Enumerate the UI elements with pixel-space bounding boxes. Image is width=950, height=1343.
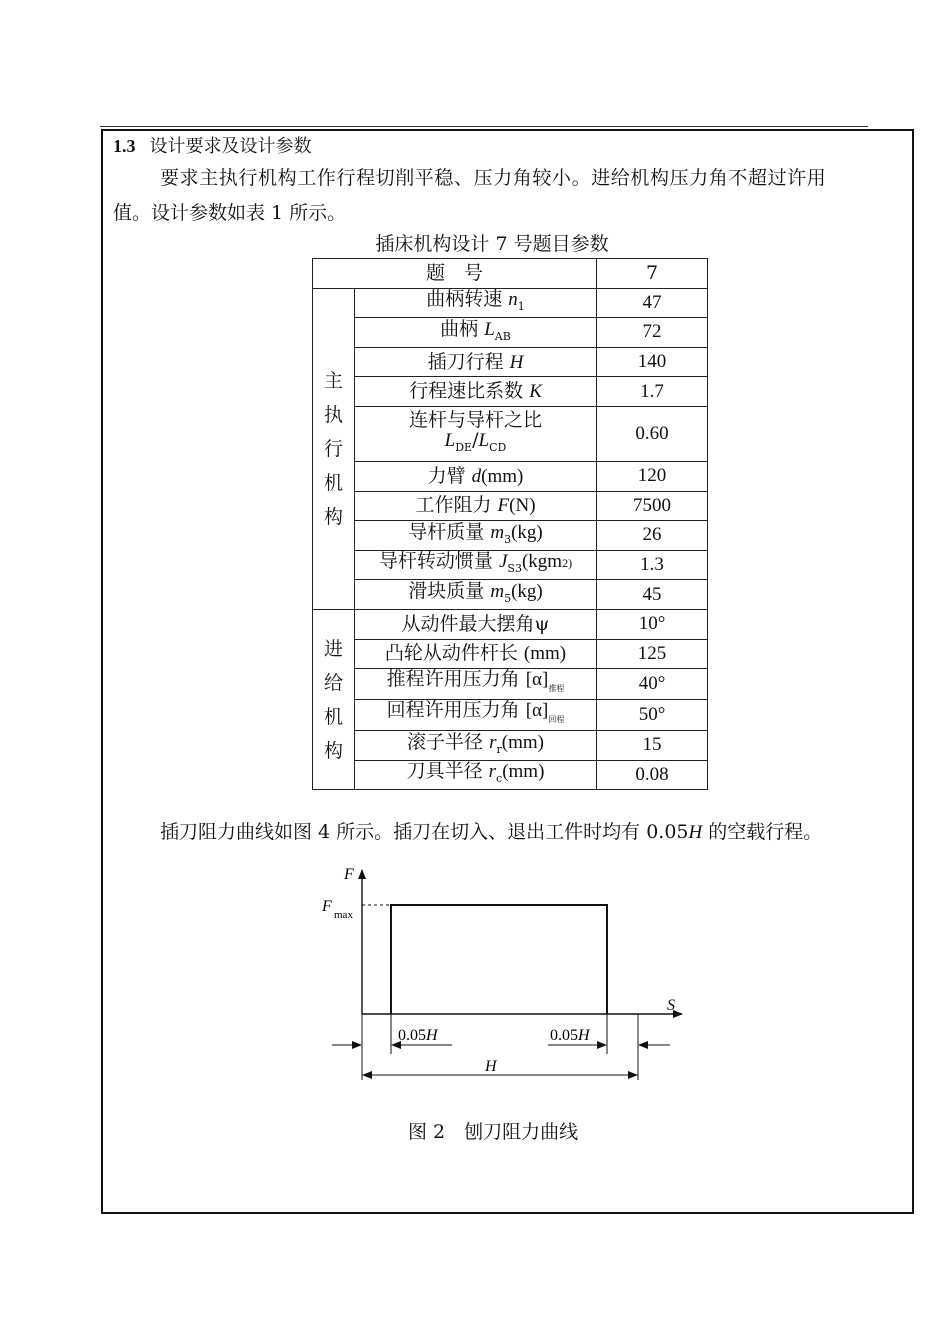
param-value: 40°	[597, 669, 708, 700]
header-name-cell: 题 号	[313, 259, 597, 289]
table-row	[313, 521, 708, 551]
table-header-row	[313, 259, 708, 289]
param-value: 1.3	[597, 550, 708, 580]
param-value: 0.60	[597, 406, 708, 461]
table-row	[313, 406, 708, 461]
group-feed-mechanism	[313, 609, 355, 789]
param-value: 0.08	[597, 760, 708, 790]
param-name: 凸轮从动件杆长 (mm)	[355, 639, 597, 669]
figure-intro-paragraph: 插刀阻力曲线如图 4 所示。插刀在切入、退出工件时均有 0.05H 的空载行程。	[160, 821, 823, 843]
param-value: 10°	[597, 609, 708, 639]
y-axis-label: F	[344, 866, 354, 883]
dim-label-right: 0.05H	[550, 1027, 590, 1044]
fmax-label: F	[322, 898, 332, 915]
param-name: 刀具半径 $r_c(mm)$	[355, 760, 597, 790]
group-feed-label: 进 给 机 构	[323, 637, 343, 762]
param-name: 行程速比系数 K	[355, 377, 597, 407]
param-value: 47	[597, 288, 708, 318]
dim-label-left: 0.05H	[398, 1027, 438, 1044]
param-name: 滑块质量 $m_5(kg)$	[355, 580, 597, 610]
paragraph-line-2: 值。设计参数如表 1 所示。	[113, 202, 347, 224]
param-name: 推程许用压力角 $[\alpha]_{推程}$	[355, 669, 597, 700]
table-row	[313, 288, 708, 318]
figure-caption: 图 2 刨刀阻力曲线	[408, 1121, 579, 1143]
param-value: 50°	[597, 700, 708, 731]
section-number: 1.3	[113, 136, 136, 156]
table-row	[313, 609, 708, 639]
param-value: 1.7	[597, 377, 708, 407]
param-name: 连杆与导杆之比 $L_{DE}/L_{CD}$	[355, 406, 597, 461]
param-name: 从动件最大摆角ψ	[355, 609, 597, 639]
param-name: 导杆质量 $m_3(kg)$	[355, 521, 597, 551]
section-title: 设计要求及设计参数	[149, 136, 312, 157]
resistance-curve	[391, 905, 607, 1014]
param-name: 回程许用压力角 $[\alpha]_{回程}$	[355, 700, 597, 731]
group-main-label: 主 执 行 机 构	[323, 369, 343, 528]
header-rule	[100, 126, 868, 127]
table-row	[313, 639, 708, 669]
table-row	[313, 377, 708, 407]
param-value: 7500	[597, 491, 708, 521]
param-name: 曲柄转速 $n_1$	[355, 288, 597, 318]
section-heading	[113, 132, 312, 158]
param-value: 125	[597, 639, 708, 669]
table-row	[313, 580, 708, 610]
table-row	[313, 669, 708, 700]
param-name: 插刀行程 H	[355, 347, 597, 377]
table-row	[313, 461, 708, 491]
table-row	[313, 318, 708, 348]
table-row	[313, 347, 708, 377]
table-row	[313, 731, 708, 761]
paragraph-line-1: 要求主执行机构工作行程切削平稳、压力角较小。进给机构压力角不超过许用	[160, 167, 827, 189]
param-value: 15	[597, 731, 708, 761]
param-value: 140	[597, 347, 708, 377]
param-value: 120	[597, 461, 708, 491]
group-main-mechanism	[313, 288, 355, 609]
param-name: 导杆转动惯量 $J_{S3}(kgm2)$	[355, 550, 597, 580]
dim-total-label: H	[485, 1058, 497, 1075]
table-row	[313, 550, 708, 580]
x-axis-label: S	[667, 997, 675, 1014]
table-row	[313, 760, 708, 790]
param-value: 45	[597, 580, 708, 610]
table-row	[313, 700, 708, 731]
table-caption: 插床机构设计 7 号题目参数	[375, 233, 609, 255]
table-row	[313, 491, 708, 521]
param-name: 曲柄 $L_{AB}$	[355, 318, 597, 348]
parameter-table	[312, 258, 708, 790]
fmax-subscript: max	[334, 909, 353, 921]
param-name: 力臂 d(mm)	[355, 461, 597, 491]
param-value: 26	[597, 521, 708, 551]
resistance-curve-figure	[300, 858, 700, 1090]
param-value: 72	[597, 318, 708, 348]
param-name: 工作阻力 F(N)	[355, 491, 597, 521]
param-name: 滚子半径 $r_r(mm)$	[355, 731, 597, 761]
header-value-cell: 7	[597, 259, 708, 289]
